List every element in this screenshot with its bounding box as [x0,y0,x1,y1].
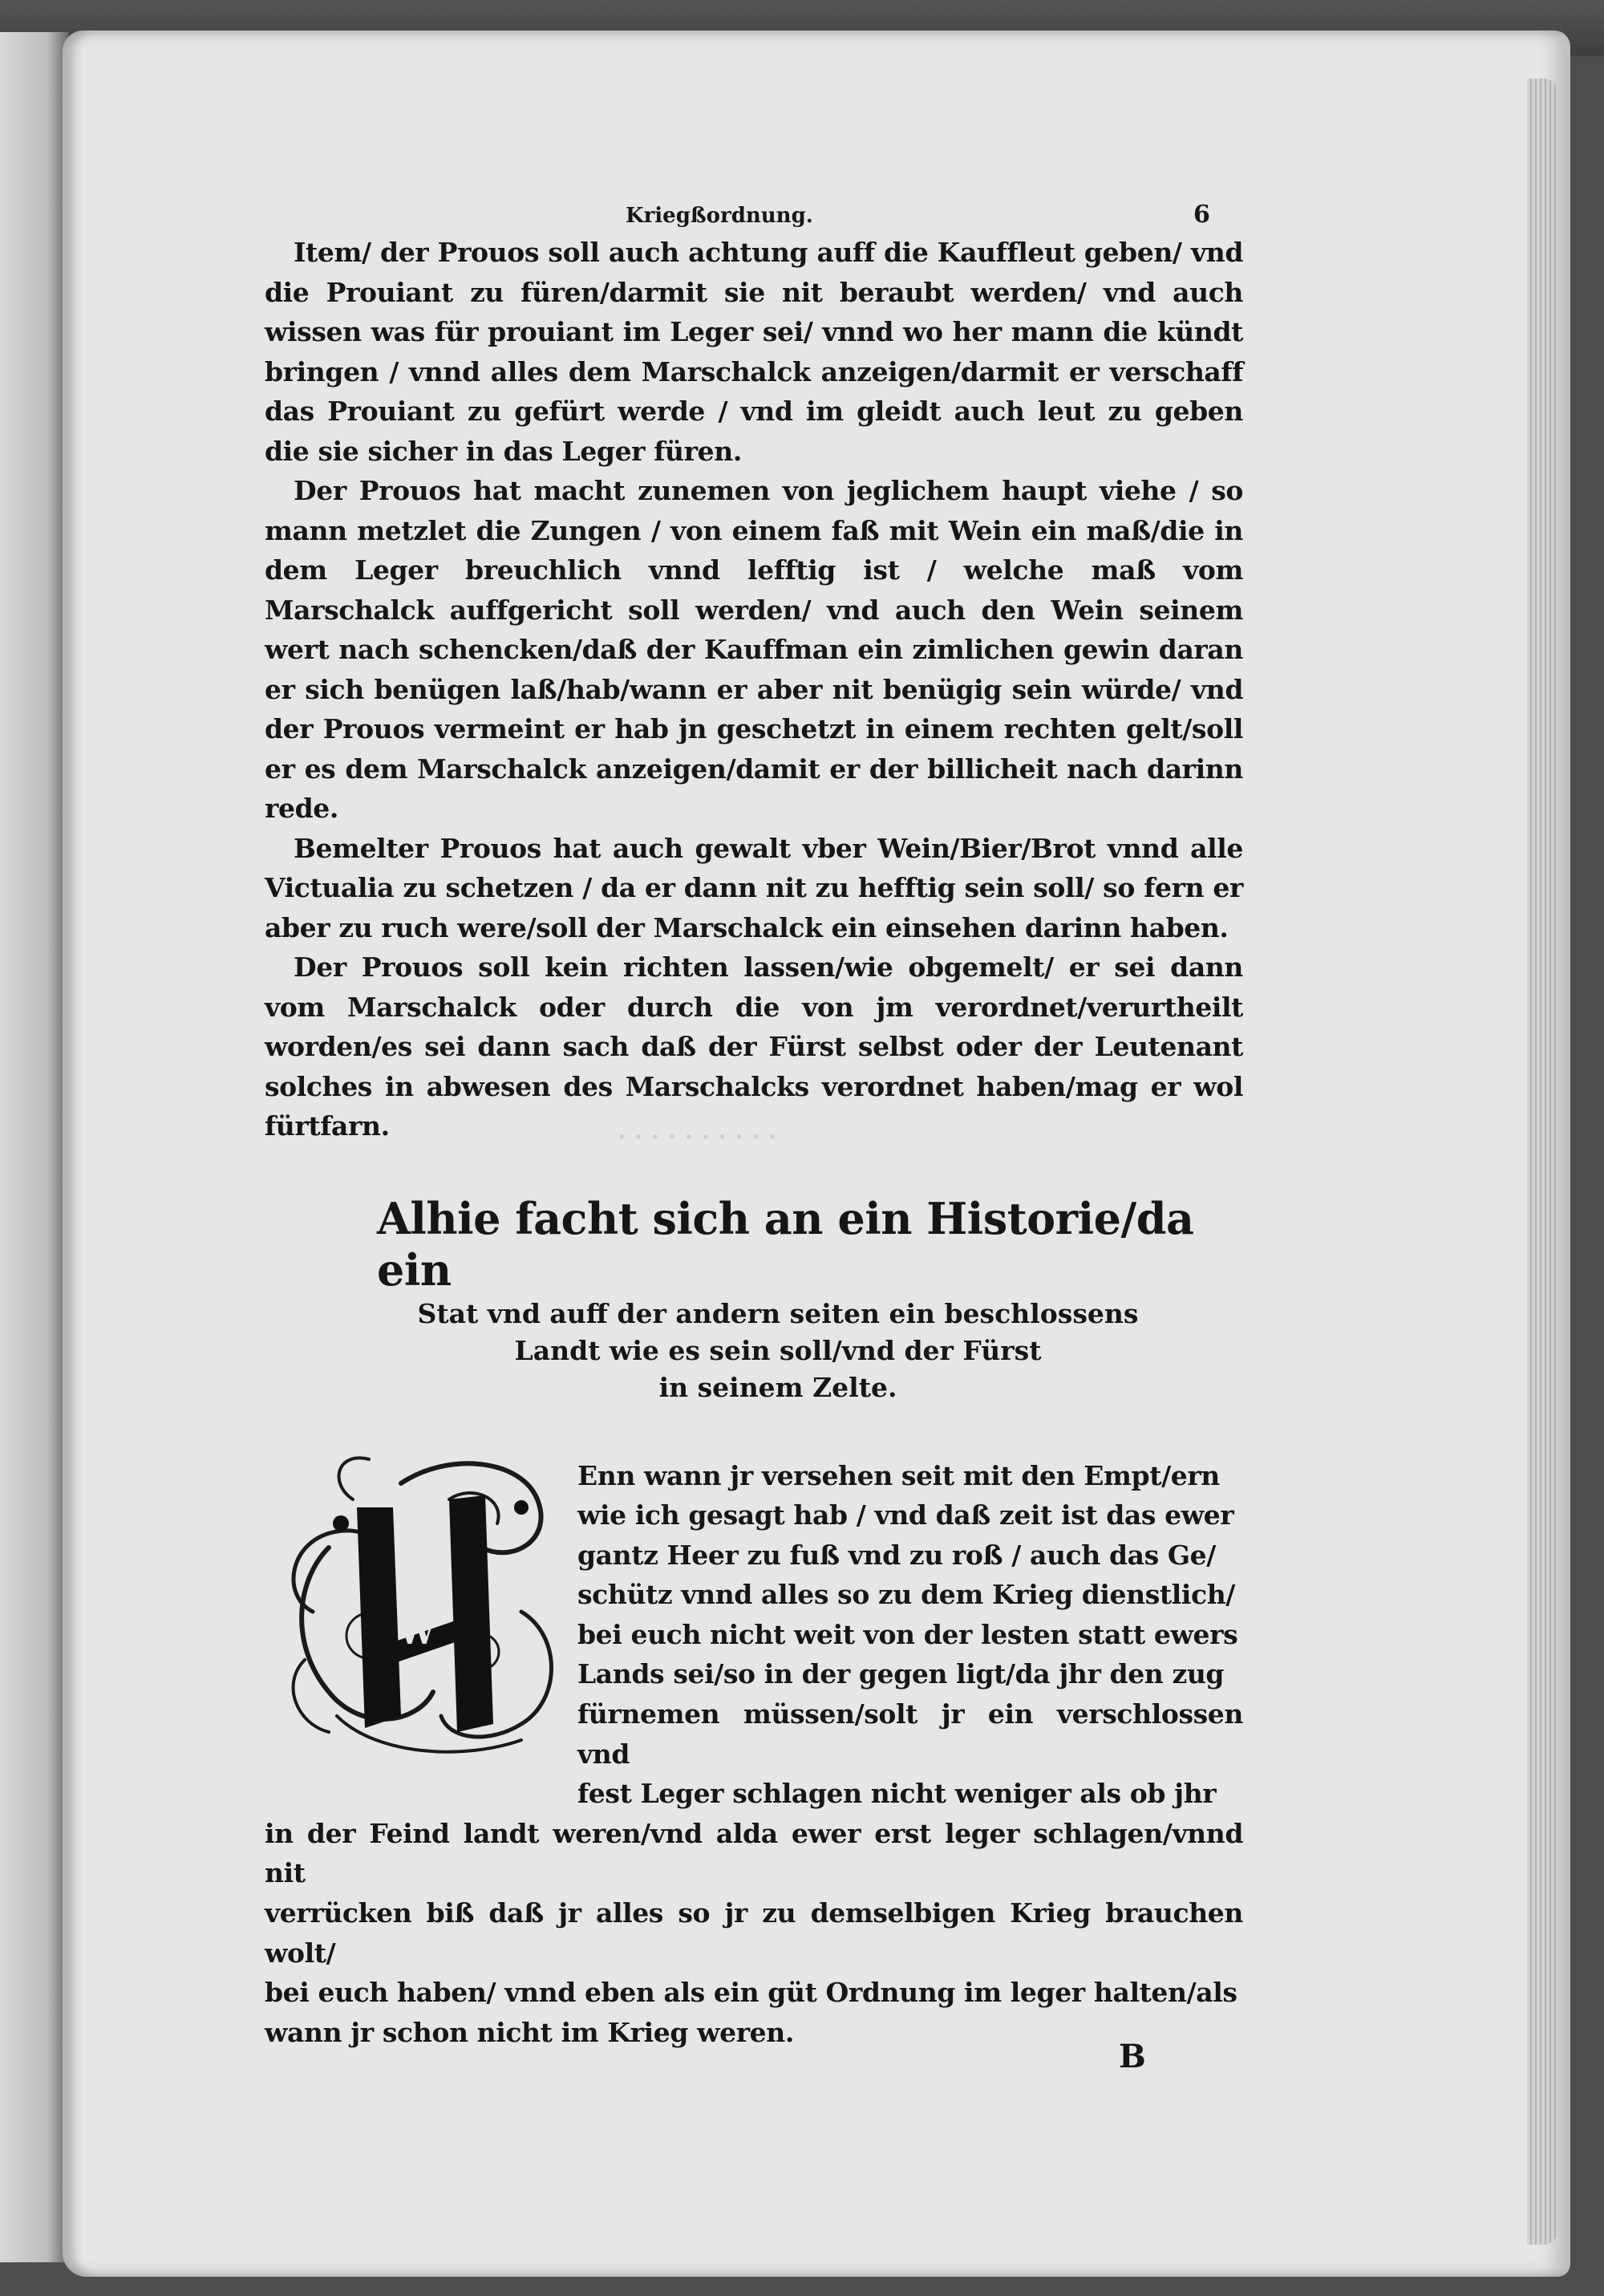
text-line: fest Leger schlagen nicht weniger als ob jhr [577,1778,1217,1810]
paragraph: Der Prouos soll kein richten lassen/wie obgemelt/ er sei dann vom Marschalck oder durch die von jm verordnet/verurtheilt worden/es sei dann sach daß der Fürst selbst oder der Leutenant solches in abwesen des Marschalcks verordnet haben/mag er wol fürtfarn. [265,951,1243,1142]
text-line: in der Feind landt weren/vnd alda ewer erst leger schlagen/vnnd nit [265,1817,1243,1889]
text-line: fürnemen müssen/solt jr ein verschlossen vnd [577,1698,1243,1770]
text-line: Lands sei/so in der gegen ligt/da jhr den zug [577,1658,1225,1690]
page-fore-edge [1527,79,1559,2245]
text-line: bei euch haben/ vnnd eben als ein güt Ordnung im leger halten/als [265,1977,1237,2009]
text-line: wann jr schon nicht im Krieg weren. [265,2016,794,2048]
section-heading [265,1193,1243,1406]
facing-page-edge [0,32,68,2262]
text-line: verrücken biß daß jr alles so jr zu demselbigen Krieg brauchen wolt/ [265,1897,1243,1969]
text-line: Enn wann jr versehen seit mit den Empt/ern [577,1459,1220,1491]
signature-mark: B [1119,2038,1146,2075]
heading-line-4: in seinem Zelte. [658,1371,897,1403]
heading-line-1: Alhie facht sich an ein Historie/da ein [377,1192,1194,1296]
paragraph: Bemelter Prouos hat auch gewalt vber Wein/Bier/Brot vnnd alle Victualia zu schetzen / da er dann nit zu hefftig sein soll/ so fern er aber zu ruch were/soll der Marschalck ein einsehen darinn haben. [265,832,1243,943]
page-number: 6 [1193,201,1210,229]
text-line: bei euch nicht weit von der lesten statt ewers [577,1618,1238,1650]
running-title: Kriegßordnung. [626,204,813,228]
initial-letter: W [399,1613,435,1652]
text-line: schütz vnnd alles so zu dem Krieg dienstlich/ [577,1579,1235,1611]
decorated-initial-icon [281,1451,577,1764]
opening-section [265,1456,1243,2053]
heading-line-3: Landt wie es sein soll/vnd der Fürst [514,1334,1042,1366]
show-through-text: · · · · · · · · · · [618,1123,777,1151]
heading-line-2: Stat vnd auff der andern seiten ein beschlossens [417,1297,1139,1329]
paragraph: Item/ der Prouos soll auch achtung auff die Kauffleut geben/ vnd die Prouiant zu füren/darmit sie nit beraubt werden/ vnd auch wissen was für prouiant im Leger sei/ vnnd wo her mann die kündt bringen / vnnd alles dem Marschalck anzeigen/darmit er verschaff das Prouiant zu gefürt werde / vnd im gleidt auch leut zu geben die sie sicher in das Leger füren. [265,237,1243,467]
text-line: wie ich gesagt hab / vnd daß zeit ist das ewer [577,1499,1234,1531]
text-block [265,201,1243,2052]
running-head [265,201,1243,233]
text-line: gantz Heer zu fuß vnd zu roß / auch das Ge/ [577,1539,1216,1571]
paragraph: Der Prouos hat macht zunemen von jeglichem haupt viehe / so mann metzlet die Zungen / von einem faß mit Wein ein maß/die in dem Leger breuchlich vnnd lefftig ist / welche maß vom Marschalck auffgericht soll werden/ vnd auch den Wein seinem wert nach schencken/daß der Kauffman ein zimlichen gewin daran er sich benügen laß/hab/wann er aber nit benügig sein würde/ vnd der Prouos vermeint er hab jn geschetzt in einem rechten gelt/soll er es dem Marschalck anzeigen/damit er der billicheit nach darinn rede. [265,475,1243,824]
